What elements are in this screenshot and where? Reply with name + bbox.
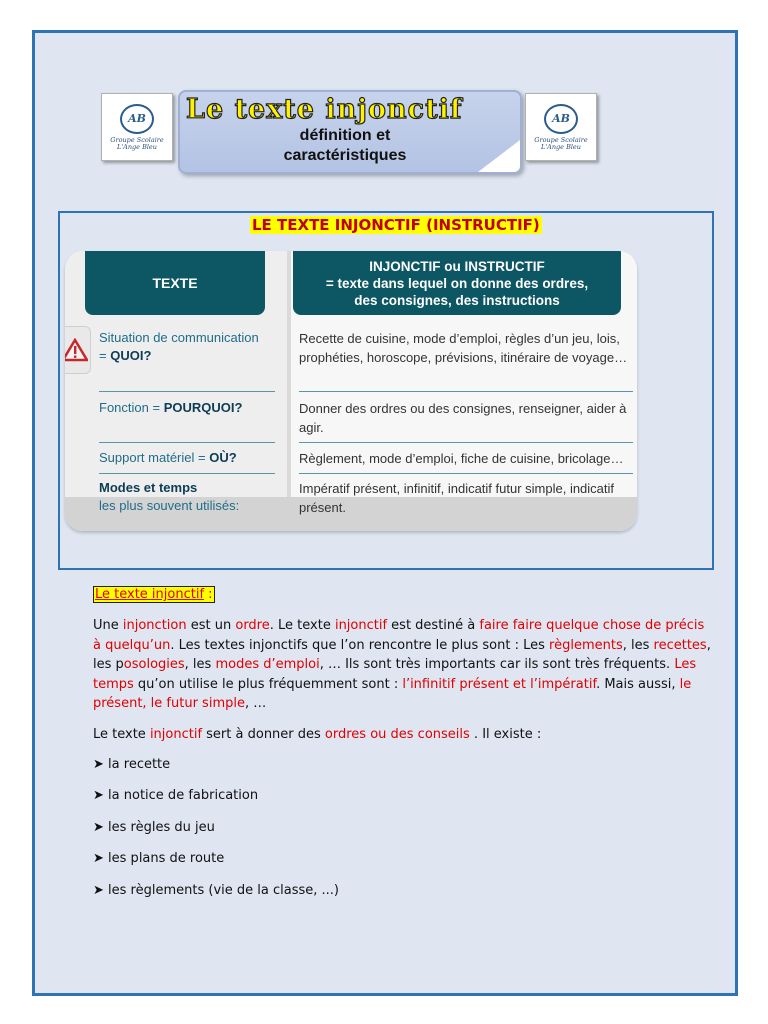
school-logo-left xyxy=(101,93,173,161)
arrow-bullet-icon: ➤ xyxy=(93,820,104,835)
title-banner xyxy=(178,90,522,174)
highlighted-term: ordres ou des conseils xyxy=(324,727,470,742)
list-item-text: les règles du jeu xyxy=(108,820,215,835)
paragraph-text: , … xyxy=(244,696,267,711)
heading-colon: : xyxy=(204,587,213,602)
list-item xyxy=(93,851,224,866)
highlighted-term: injonction xyxy=(122,618,187,633)
list-item xyxy=(93,820,215,835)
highlighted-term: ordre xyxy=(235,618,270,633)
paragraph-text: . Le texte xyxy=(269,618,335,633)
body-heading-text xyxy=(93,586,215,603)
logo-text xyxy=(534,137,587,151)
header-right-line3: des consignes, des instructions xyxy=(354,292,560,308)
list-item-text: la recette xyxy=(108,757,171,772)
logo-text-line1: Groupe Scolaire xyxy=(110,135,164,144)
highlighted-term: Les temps xyxy=(93,657,697,692)
warning-tab xyxy=(65,326,91,374)
arrow-bullet-icon: ➤ xyxy=(93,851,104,866)
list-item xyxy=(93,757,170,772)
list-item-text: les règlements (vie de la classe, ...) xyxy=(108,883,339,898)
characteristics-table xyxy=(65,251,637,531)
page-fold-decoration xyxy=(478,140,520,172)
row-label-bold: OÙ? xyxy=(209,450,237,465)
row-label-support xyxy=(99,449,279,467)
highlighted-term: recettes xyxy=(653,637,707,653)
arrow-bullet-icon: ➤ xyxy=(93,883,104,898)
highlighted-term: injonctif xyxy=(334,618,388,633)
paragraph-usage xyxy=(93,725,713,745)
table-header-injonctif xyxy=(293,251,621,315)
table-header-texte: TEXTE xyxy=(85,251,265,315)
paragraph-text: . Mais aussi, xyxy=(596,676,680,692)
row-separator xyxy=(99,442,275,443)
highlighted-term: osologies xyxy=(123,657,185,672)
highlighted-term: injonctif xyxy=(149,727,203,742)
row-label-fonction xyxy=(99,399,279,417)
row-text-support: Règlement, mode d’emploi, fiche de cuisine, bricolage… xyxy=(299,451,624,466)
logo-emblem: AB xyxy=(120,104,154,134)
paragraph-text: Une xyxy=(93,618,123,633)
row-separator xyxy=(99,473,275,474)
logo-text-line2: L'Ange Bleu xyxy=(541,142,581,151)
banner-subtitle-line2: caractéristiques xyxy=(283,147,407,164)
paragraph-text: , les xyxy=(622,637,654,653)
paragraph-text: sert à donner des xyxy=(202,727,325,742)
warning-icon xyxy=(65,338,88,362)
row-label-text: Fonction = xyxy=(99,400,164,415)
paragraph-text: est un xyxy=(186,618,236,633)
paragraph-definition xyxy=(93,616,713,714)
row-label-bold: QUOI? xyxy=(110,348,152,363)
header-right-line2: = texte dans lequel on donne des ordres, xyxy=(325,275,589,291)
header-right-line1: INJONCTIF ou INSTRUCTIF xyxy=(369,258,545,274)
row-label-text: Situation de communication xyxy=(99,330,259,345)
row-label-bold: Modes et temps xyxy=(99,480,198,495)
paragraph-text: . Les textes injonctifs que l’on rencontre le plus sont : Les xyxy=(170,637,550,653)
highlighted-term: le présent, le futur simple xyxy=(93,676,692,711)
banner-title: Le texte injonctif xyxy=(186,94,463,125)
logo-text-line2: L'Ange Bleu xyxy=(117,142,157,151)
highlighted-term: modes d’emploi xyxy=(215,657,320,672)
logo-text xyxy=(110,137,163,151)
logo-text-line1: Groupe Scolaire xyxy=(534,135,588,144)
highlighted-term: l’infinitif présent et l’impératif xyxy=(402,676,597,692)
row-label-prefix: = xyxy=(99,348,111,363)
row-label-bold: POURQUOI? xyxy=(163,400,243,415)
arrow-bullet-icon: ➤ xyxy=(93,757,104,772)
row-label-modes xyxy=(99,479,279,515)
paragraph-text: , les xyxy=(184,657,216,672)
paragraph-text: . Il existe : xyxy=(469,727,542,742)
list-item-text: la notice de fabrication xyxy=(108,788,259,803)
page-frame xyxy=(32,30,738,996)
banner-subtitle xyxy=(220,126,470,166)
banner-subtitle-line1: définition et xyxy=(299,127,391,144)
row-separator xyxy=(299,391,633,392)
row-label-text: les plus souvent utilisés: xyxy=(99,498,240,513)
paragraph-text: qu’on utilise le plus fréquemment sont : xyxy=(133,676,403,692)
row-label-text: Support matériel = xyxy=(99,450,210,465)
heading-label: Le texte injonctif xyxy=(95,587,205,602)
highlighted-term: faire faire quelque chose de précis à quelqu’un xyxy=(93,618,705,653)
row-text-fonction: Donner des ordres ou des consignes, renseigner, aider à agir. xyxy=(299,401,627,435)
paragraph-text: , … Ils sont très importants car ils sont très fréquents. xyxy=(319,657,675,672)
row-text-modes: Impératif présent, infinitif, indicatif futur simple, indicatif présent. xyxy=(299,481,615,515)
section-title: LE TEXTE INJONCTIF (INSTRUCTIF) xyxy=(252,216,540,234)
row-separator xyxy=(299,473,633,474)
row-separator xyxy=(99,391,275,392)
school-logo-right xyxy=(525,93,597,161)
row-separator xyxy=(299,442,633,443)
definition-section xyxy=(58,211,714,570)
list-item xyxy=(93,883,339,898)
list-item-text: les plans de route xyxy=(108,851,225,866)
row-text-situation: Recette de cuisine, mode d’emploi, règles d’un jeu, lois, prophéties, horoscope, prévisions, itinéraire de voyage… xyxy=(299,331,628,365)
body-heading xyxy=(93,585,713,605)
row-label-situation xyxy=(99,329,279,365)
arrow-bullet-icon: ➤ xyxy=(93,788,104,803)
logo-emblem: AB xyxy=(544,104,578,134)
list-item xyxy=(93,788,258,803)
paragraph-text: est destiné à xyxy=(387,618,480,633)
paragraph-text: , les p xyxy=(93,637,711,672)
highlighted-term: règlements xyxy=(549,637,623,653)
paragraph-text: Le texte xyxy=(93,727,150,742)
